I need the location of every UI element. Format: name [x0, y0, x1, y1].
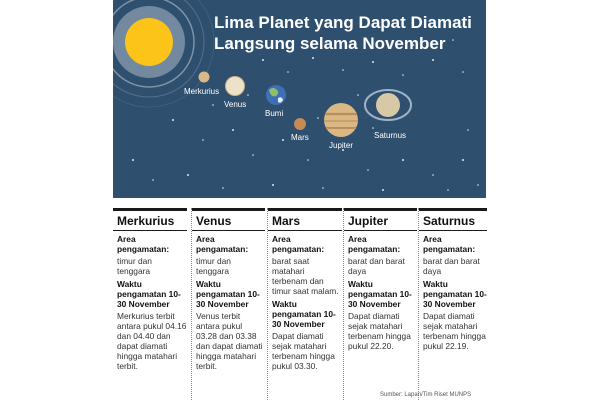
waktu-text: Dapat diamati sejak matahari terbenam hingga pukul 22.19. [423, 311, 486, 351]
area-text: timur dan tenggara [196, 256, 231, 276]
saturnus-label: Saturnus [374, 131, 407, 140]
column-venus [191, 208, 265, 400]
title-line-1: Lima Planet yang Dapat Diamati [214, 13, 472, 32]
waktu-text: Dapat diamati sejak matahari terbenam hingga pukul 22.20. [348, 311, 411, 351]
area-label: Area pengamatan: [272, 234, 325, 254]
column-heading: Mars [268, 208, 342, 231]
jupiter-icon [324, 103, 358, 137]
venus-label: Venus [224, 100, 247, 109]
waktu-text: Venus terbit antara pukul 03.28 dan 03.38 dan dapat diamati hingga matahari terbit. [196, 311, 263, 371]
page-title [214, 12, 484, 54]
venus-icon [226, 77, 245, 96]
source-credit: Sumber: Lapan/Tim Riset MUNPS [380, 392, 472, 398]
area-text: barat dan barat daya [423, 256, 480, 276]
bumi-label: Bumi [265, 109, 284, 118]
column-heading: Saturnus [419, 208, 487, 231]
waktu-label: Waktu pengamatan 10-30 November [423, 279, 487, 309]
waktu-label: Waktu pengamatan 10-30 November [196, 279, 260, 309]
sun-icon [125, 18, 173, 66]
waktu-text: Merkurius terbit antara pukul 04.16 dan 04.40 dan dapat diamati hingga matahari terbit. [117, 311, 187, 371]
area-label: Area pengamatan: [117, 234, 170, 254]
column-heading: Venus [192, 208, 265, 231]
mars-icon [294, 118, 306, 130]
column-saturnus [418, 208, 487, 400]
column-mars [267, 208, 342, 400]
waktu-label: Waktu pengamatan 10-30 November [272, 299, 336, 329]
merkurius-icon [199, 72, 210, 83]
planet-info-table [113, 208, 486, 400]
merkurius-label: Merkurius [184, 87, 220, 96]
column-heading: Jupiter [344, 208, 417, 231]
waktu-label: Waktu pengamatan 10-30 November [348, 279, 412, 309]
area-text: timur dan tenggara [117, 256, 152, 276]
saturnus-icon [376, 93, 400, 117]
column-merkurius [113, 208, 187, 400]
area-text: barat dan barat daya [348, 256, 405, 276]
area-label: Area pengamatan: [348, 234, 401, 254]
area-text: barat saat matahari terbenam dan timur saat malam. [272, 256, 339, 296]
title-line-2: Langsung selama November [214, 34, 446, 53]
mars-label: Mars [291, 133, 309, 142]
jupiter-label: Jupiter [329, 141, 354, 150]
area-label: Area pengamatan: [423, 234, 476, 254]
waktu-label: Waktu pengamatan 10-30 November [117, 279, 181, 309]
area-label: Area pengamatan: [196, 234, 249, 254]
waktu-text: Dapat diamati sejak matahari terbenam hingga pukul 03.30. [272, 331, 335, 371]
column-jupiter [343, 208, 417, 400]
column-heading: Merkurius [113, 208, 187, 231]
